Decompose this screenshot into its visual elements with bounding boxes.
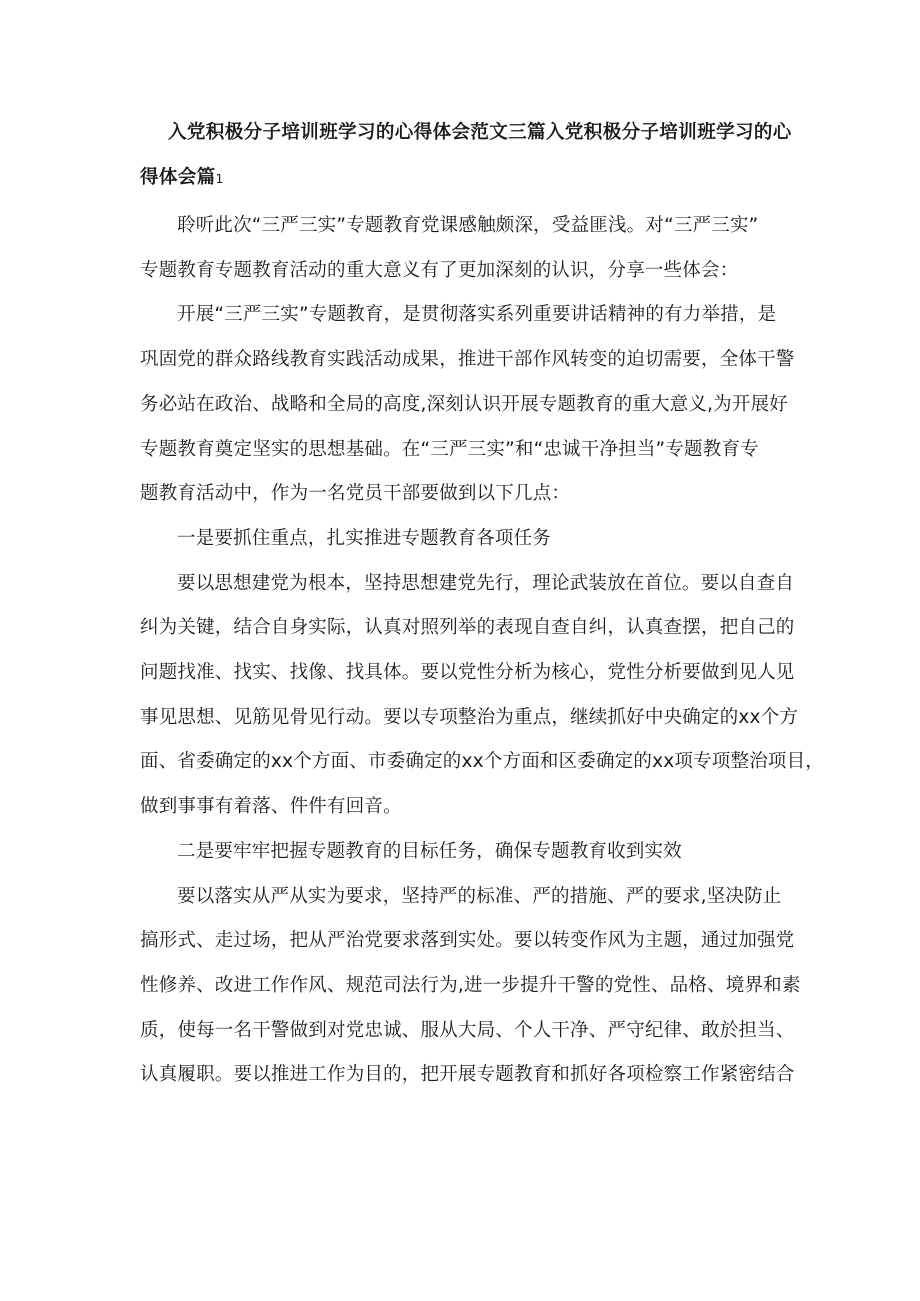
paragraph-line: 事见思想、见筋见骨见行动。要以专项整治为重点，继续抓好中央确定的xx个方 [140, 706, 799, 728]
paragraph-significance [140, 293, 795, 517]
paragraph-key-tasks [140, 562, 824, 830]
section-heading-2 [140, 830, 790, 875]
paragraph-line: 题教育活动中，作为一名党员干部要做到以下几点： [140, 483, 571, 505]
paragraph-line: 专题教育奠定坚实的思想基础。在“三严三实”和“忠诚干净担当”专题教育专 [140, 438, 759, 460]
paragraph-intro [140, 204, 790, 293]
paragraph-line: 要以落实从严从实为要求，坚持严的标准、严的措施、严的要求,坚决防止 [177, 885, 782, 907]
paragraph-line: 认真履职。要以推进工作为目的，把开展专题教育和抓好各项检察工作紧密结合 [140, 1064, 795, 1086]
heading-line: 二是要牢牢把握专题教育的目标任务，确保专题教育收到实效 [177, 840, 682, 862]
title-line-2-text: 得体会篇 [140, 167, 216, 188]
title-line-1: 入党积极分子培训班学习的心得体会范文三篇入党积极分子培训班学习的心 [168, 122, 792, 143]
paragraph-line: 聆听此次“三严三实”专题教育党课感触颇深，受益匪浅。对“三严三实” [177, 215, 759, 236]
section-heading-1 [140, 517, 790, 562]
paragraph-line: 性修养、改进工作作风、规范司法行为,进一步提升干警的党性、品格、境界和素 [140, 974, 801, 996]
paragraph-line: 搞形式、走过场，把从严治党要求落到实处。要以转变作风为主题，通过加强党 [140, 930, 795, 952]
paragraph-line: 要以思想建党为根本，坚持思想建党先行，理论武装放在首位。要以自查自 [177, 572, 795, 594]
paragraph-line: 开展“三严三实”专题教育，是贯彻落实系列重要讲话精神的有力举措，是 [177, 304, 777, 326]
paragraph-line: 问题找准、找实、找像、找具体。要以党性分析为核心，党性分析要做到见人见 [140, 662, 795, 684]
paragraph-line: 专题教育专题教育活动的重大意义有了更加深刻的认识，分享一些体会： [140, 259, 739, 281]
document-body [140, 110, 824, 1098]
paragraph-line: 做到事事有着落、件件有回音。 [140, 796, 402, 818]
paragraph-line: 纠为关键，结合自身实际，认真对照列举的表现自查自纠，认真查摆，把自己的 [140, 617, 795, 639]
paragraph-line: 质，使每一名干警做到对党忠诚、服从大局、个人干净、严守纪律、敢於担当、 [140, 1019, 795, 1041]
paragraph-line: 巩固党的群众路线教育实践活动成果，推进干部作风转变的迫切需要，全体干警 [140, 349, 795, 371]
paragraph-line: 务必站在政治、战略和全局的高度,深刻认识开展专题教育的重大意义,为开展好 [140, 393, 788, 415]
document-title [140, 110, 790, 202]
title-suffix: 1 [215, 172, 224, 186]
heading-line: 一是要抓住重点，扎实推进专题教育各项任务 [177, 527, 552, 549]
paragraph-goals [140, 875, 801, 1099]
paragraph-line: 面、省委确定的xx个方面、市委确定的xx个方面和区委确定的xx项专项整治项目， [140, 751, 824, 773]
title-line-2 [140, 155, 790, 202]
